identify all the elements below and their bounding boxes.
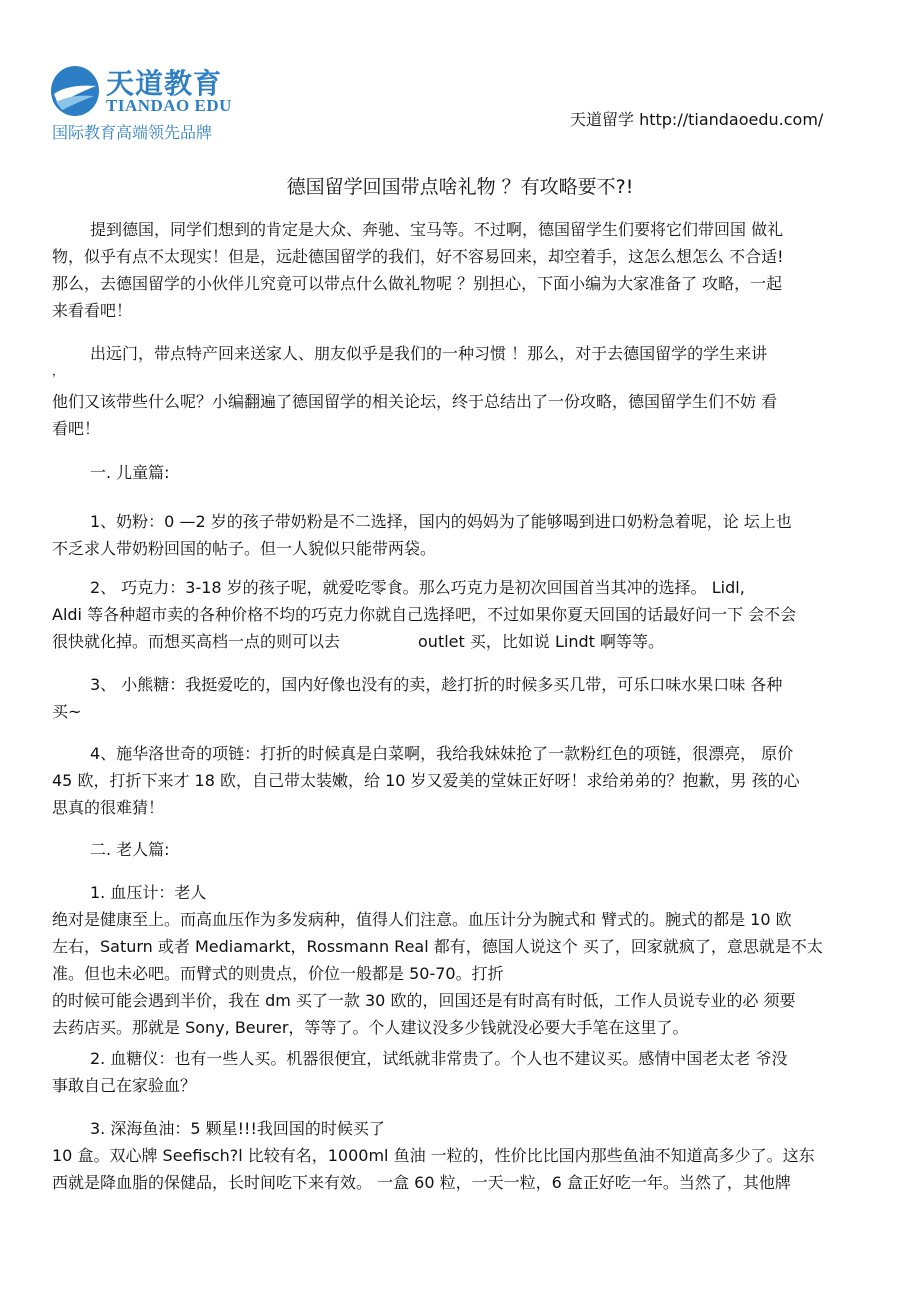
text-line: 3、 小熊糖：我挺爱吃的，国内好像也没有的卖，趁打折的时候多买几带，可乐口味水果口味 各种 (90, 675, 783, 694)
item-glucose-meter (52, 1045, 858, 1099)
text-segment: 3. (90, 1119, 106, 1138)
text-segment: 2、 巧克力：3-18 岁的孩子呢，就爱吃零食。那么巧克力是初次回国首当其冲的选择。 (90, 578, 707, 597)
heading-text: 二. 老人篇: (90, 840, 170, 859)
text-line: 那么，去德国留学的小伙伴儿究竟可以带点什么做礼物呢 ？别担心，下面小编为大家准备了 攻略，一起 (52, 274, 783, 293)
text-line: 绝对是健康至上。而高血压作为多发病种，值得人们注意。血压计分为腕式和 臂式的。腕式的都是 10 欧 (52, 910, 792, 929)
text-line: 西就是降血脂的保健品，长时间吃下来有效。 一盒 60 粒，一天一粒，6 盒正好吃一年。当然了，其他牌 (52, 1173, 791, 1192)
page-title: 德国留学回国带点啥礼物 ？有攻略要不?! (286, 176, 634, 198)
text-segment: 50-70。打折 (409, 964, 504, 983)
text-line (52, 574, 858, 601)
text-line: 提到德国，同学们想到的肯定是大众、奔驰、宝马等。不过啊，德国留学生们要将它们带回国 做礼 (90, 220, 784, 239)
text-line: 左右，Saturn 或者 Mediamarkt，Rossmann Real 都有，德国人说这个 买了，回家就疯了，意思就是不太 (52, 937, 823, 956)
item-blood-pressure (52, 879, 858, 1041)
text-line (52, 879, 858, 906)
text-line (52, 960, 858, 987)
text-line: 物，似乎有点不太现实！但是，远赴德国留学的我们，好不容易回来，却空着手，这怎么想怎么 不合适! (52, 247, 784, 266)
header-site-link[interactable]: 天道留学 http://tiandaoedu.com/ (570, 110, 824, 129)
text-line: 事敢自己在家验血？ (52, 1076, 197, 1095)
text-line: 他们又该带些什么呢？小编翻遍了德国留学的相关论坛，终于总结出了一份攻略，德国留学生们不妨 看 (52, 392, 778, 411)
text-segment: Lidl, (711, 578, 745, 597)
text-line: 来看看吧！ (52, 301, 133, 320)
text-line (52, 628, 858, 655)
stray-comma: ， (52, 364, 65, 378)
text-segment: 1. (90, 883, 106, 902)
text-line (52, 1115, 858, 1142)
text-line: 买~ (52, 702, 82, 721)
logo-english-name: TIANDAO EDU (106, 96, 232, 115)
text-segment: 准。但也未必吧。而臂式的则贵点，价位一般都是 (52, 964, 405, 983)
logo-slogan: 国际教育高端领先品牌 (52, 123, 213, 142)
intro-paragraph (52, 216, 858, 324)
text-segment: outlet 买，比如说 Lindt 啊等等。 (418, 632, 664, 651)
heading-text: 一. 儿童篇: (90, 463, 170, 482)
text-line: 看吧！ (52, 419, 101, 438)
logo-emblem-icon (50, 64, 100, 118)
text-line: 1、奶粉：0 —2 岁的孩子带奶粉是不二选择，国内的妈妈为了能够喝到进口奶粉急着呢，论 坛上也 (90, 512, 792, 531)
item-milk-powder (52, 508, 858, 562)
section-heading-elderly (52, 836, 858, 863)
text-line: 10 盒。双心牌 Seefisch?l 比较有名，1000ml 鱼油 一粒的，性价比比国内那些鱼油不知道高多少了。这东 (52, 1146, 815, 1165)
text-line: 4、施华洛世奇的项链：打折的时候真是白菜啊，我给我妹妹抢了一款粉红色的项链，很漂亮， 原价 (90, 744, 794, 763)
item-fish-oil (52, 1115, 858, 1196)
text-line: 2. 血糖仪：也有一些人买。机器很便宜，试纸就非常贵了。个人也不建议买。感情中国老太老 爷没 (90, 1049, 788, 1068)
item-swarovski (52, 740, 858, 821)
text-line: 不乏求人带奶粉回国的帖子。但一人貌似只能带两袋。 (52, 539, 437, 558)
text-line: 去药店买。那就是 Sony, Beurer，等等了。个人建议没多少钱就没必要大手笔在这里了。 (52, 1018, 689, 1037)
text-line: Aldi 等各种超市卖的各种价格不均的巧克力你就自己选择吧，不过如果你夏天回国的话最好问一下 会不会 (52, 605, 797, 624)
text-line: 45 欧，打折下来才 18 欧，自己带太装嫩，给 10 岁又爱美的堂妹正好呀！求给弟弟的？抱歉，男 孩的心 (52, 771, 800, 790)
item-chocolate (52, 574, 858, 655)
text-line: 的时候可能会遇到半价，我在 dm 买了一款 30 欧的，回国还是有时高有时低，工作人员说专业的必 须要 (52, 991, 796, 1010)
text-segment: 血压计：老人 (110, 883, 207, 902)
item-gummy-bears (52, 671, 858, 725)
text-line: 出远门，带点特产回来送家人、朋友似乎是我们的一种习惯 ！那么，对于去德国留学的学生来讲 (90, 344, 768, 363)
text-segment: 很快就化掉。而想买高档一点的则可以去 (52, 632, 341, 651)
text-line: 思真的很难猜！ (52, 798, 165, 817)
section-heading-children (52, 459, 858, 486)
paragraph-habit-cont (52, 388, 858, 442)
logo-chinese-name: 天道教育 (106, 67, 223, 100)
text-segment: 深海鱼油：5 颗星!!!我回国的时候买了 (110, 1119, 385, 1138)
